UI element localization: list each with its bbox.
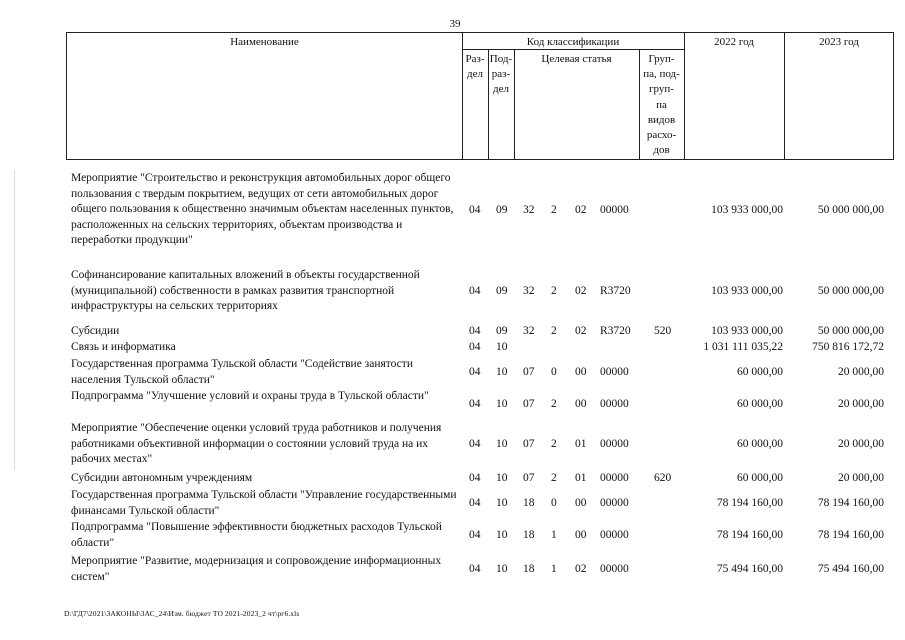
row-podrazdel: 10 [496,438,508,450]
row-amount-2022: 75 494 160,00 [716,563,783,575]
row-target-2: 2 [551,285,557,297]
header-name: Наименование [230,36,299,48]
row-amount-2023: 20 000,00 [838,438,884,450]
header-year-2022: 2022 год [714,36,754,48]
row-target-2: 1 [551,529,557,541]
row-amount-2022: 103 933 000,00 [711,325,783,337]
row-target-2: 0 [551,497,557,509]
row-target-4: R3720 [600,285,631,297]
row-target-3: 02 [575,325,587,337]
scan-margin-mark [14,170,15,470]
file-path-footer: D:\ГД7\2021\ЗАКОНЫ\ЗАС_24\Изм. бюджет ТО 2021-2023_2 чт\рг6.xls [64,609,300,618]
row-podrazdel: 10 [496,497,508,509]
row-target-4: 00000 [600,398,629,410]
row-amount-2022: 60 000,00 [737,398,783,410]
row-target-3: 00 [575,529,587,541]
row-razdel: 04 [469,341,481,353]
table-header [66,32,894,160]
row-target-2: 2 [551,204,557,216]
row-target-3: 02 [575,285,587,297]
row-amount-2022: 103 933 000,00 [711,204,783,216]
row-target-4: 00000 [600,472,629,484]
row-name: Государственная программа Тульской области "Управление государственными финансами Тульской области" [71,489,457,517]
row-podrazdel: 09 [496,285,508,297]
row-name: Подпрограмма "Улучшение условий и охраны труда в Тульской области" [71,390,429,402]
row-podrazdel: 09 [496,204,508,216]
row-podrazdel: 10 [496,529,508,541]
row-target-3: 01 [575,438,587,450]
row-podrazdel: 09 [496,325,508,337]
row-razdel: 04 [469,398,481,410]
row-razdel: 04 [469,529,481,541]
row-amount-2023: 20 000,00 [838,366,884,378]
row-amount-2022: 60 000,00 [737,366,783,378]
row-razdel: 04 [469,438,481,450]
row-expense-group: 620 [654,472,672,484]
row-target-4: 00000 [600,563,629,575]
row-amount-2023: 50 000 000,00 [817,325,884,337]
header-podrazdel: Под- раз- дел [489,53,513,96]
row-podrazdel: 10 [496,398,508,410]
row-target-1: 18 [523,529,535,541]
row-razdel: 04 [469,472,481,484]
row-amount-2022: 78 194 160,00 [716,497,783,509]
row-amount-2022: 60 000,00 [737,472,783,484]
row-razdel: 04 [469,563,481,575]
row-target-3: 02 [575,563,587,575]
row-target-4: R3720 [600,325,631,337]
row-target-2: 2 [551,472,557,484]
row-podrazdel: 10 [496,472,508,484]
row-target-1: 18 [523,497,535,509]
row-amount-2023: 78 194 160,00 [817,529,884,541]
row-target-1: 32 [523,204,535,216]
header-target-article: Целевая статья [541,53,612,65]
row-name: Софинансирование капитальных вложений в объекты государственной (муниципальной) собственности в рамках развития транспортной инфраструктуры на сельских территориях [71,269,420,312]
row-target-3: 00 [575,366,587,378]
header-razdel: Раз- дел [465,53,485,81]
row-name: Государственная программа Тульской области "Содействие занятости населения Тульской области" [71,358,413,386]
row-amount-2023: 78 194 160,00 [817,497,884,509]
row-name: Связь и информатика [71,341,176,353]
row-target-4: 00000 [600,497,629,509]
row-target-2: 2 [551,325,557,337]
row-target-1: 07 [523,366,535,378]
row-name: Мероприятие "Развитие, модернизация и сопровождение информационных систем" [71,555,442,583]
row-target-1: 07 [523,438,535,450]
row-razdel: 04 [469,204,481,216]
header-code: Код классификации [526,36,620,48]
row-target-1: 18 [523,563,535,575]
row-target-1: 32 [523,285,535,297]
row-target-2: 1 [551,563,557,575]
row-target-3: 00 [575,398,587,410]
row-razdel: 04 [469,497,481,509]
row-amount-2023: 75 494 160,00 [817,563,884,575]
row-name: Подпрограмма "Повышение эффективности бюджетных расходов Тульской области" [71,521,442,549]
page-number: 39 [449,18,461,30]
row-target-2: 0 [551,366,557,378]
row-amount-2022: 78 194 160,00 [716,529,783,541]
row-target-4: 00000 [600,204,629,216]
row-podrazdel: 10 [496,341,508,353]
row-amount-2022: 60 000,00 [737,438,783,450]
row-podrazdel: 10 [496,366,508,378]
row-target-4: 00000 [600,438,629,450]
row-amount-2023: 50 000 000,00 [817,204,884,216]
row-amount-2022: 1 031 111 035,22 [703,341,783,353]
row-amount-2023: 50 000 000,00 [817,285,884,297]
header-year-2023: 2023 год [819,36,859,48]
row-name: Субсидии [71,325,120,337]
row-razdel: 04 [469,285,481,297]
row-amount-2023: 750 816 172,72 [812,341,884,353]
row-name: Субсидии автономным учреждениям [71,472,253,484]
row-expense-group: 520 [654,325,672,337]
row-amount-2023: 20 000,00 [838,472,884,484]
row-podrazdel: 10 [496,563,508,575]
row-target-1: 07 [523,472,535,484]
row-amount-2023: 20 000,00 [838,398,884,410]
row-target-3: 02 [575,204,587,216]
row-target-3: 00 [575,497,587,509]
header-expense-group: Груп- па, под- груп- па видов расхо- дов [643,53,680,157]
row-target-1: 32 [523,325,535,337]
row-target-2: 2 [551,398,557,410]
row-target-1: 07 [523,398,535,410]
row-target-4: 00000 [600,529,629,541]
row-razdel: 04 [469,366,481,378]
row-amount-2022: 103 933 000,00 [711,285,783,297]
row-target-4: 00000 [600,366,629,378]
row-target-3: 01 [575,472,587,484]
row-razdel: 04 [469,325,481,337]
row-name: Мероприятие "Строительство и реконструкция автомобильных дорог общего пользования с твердым покрытием, ведущих от сети автомобильных дорог общего пользования к общественно значимым объектам населенных пунктов, расположенных на сельских территориях, объектам производства и переработки продукции" [71,172,454,246]
row-target-2: 2 [551,438,557,450]
row-name: Мероприятие "Обеспечение оценки условий труда работников и получения работниками объективной информации о состоянии условий труда на их рабочих местах" [71,422,442,465]
